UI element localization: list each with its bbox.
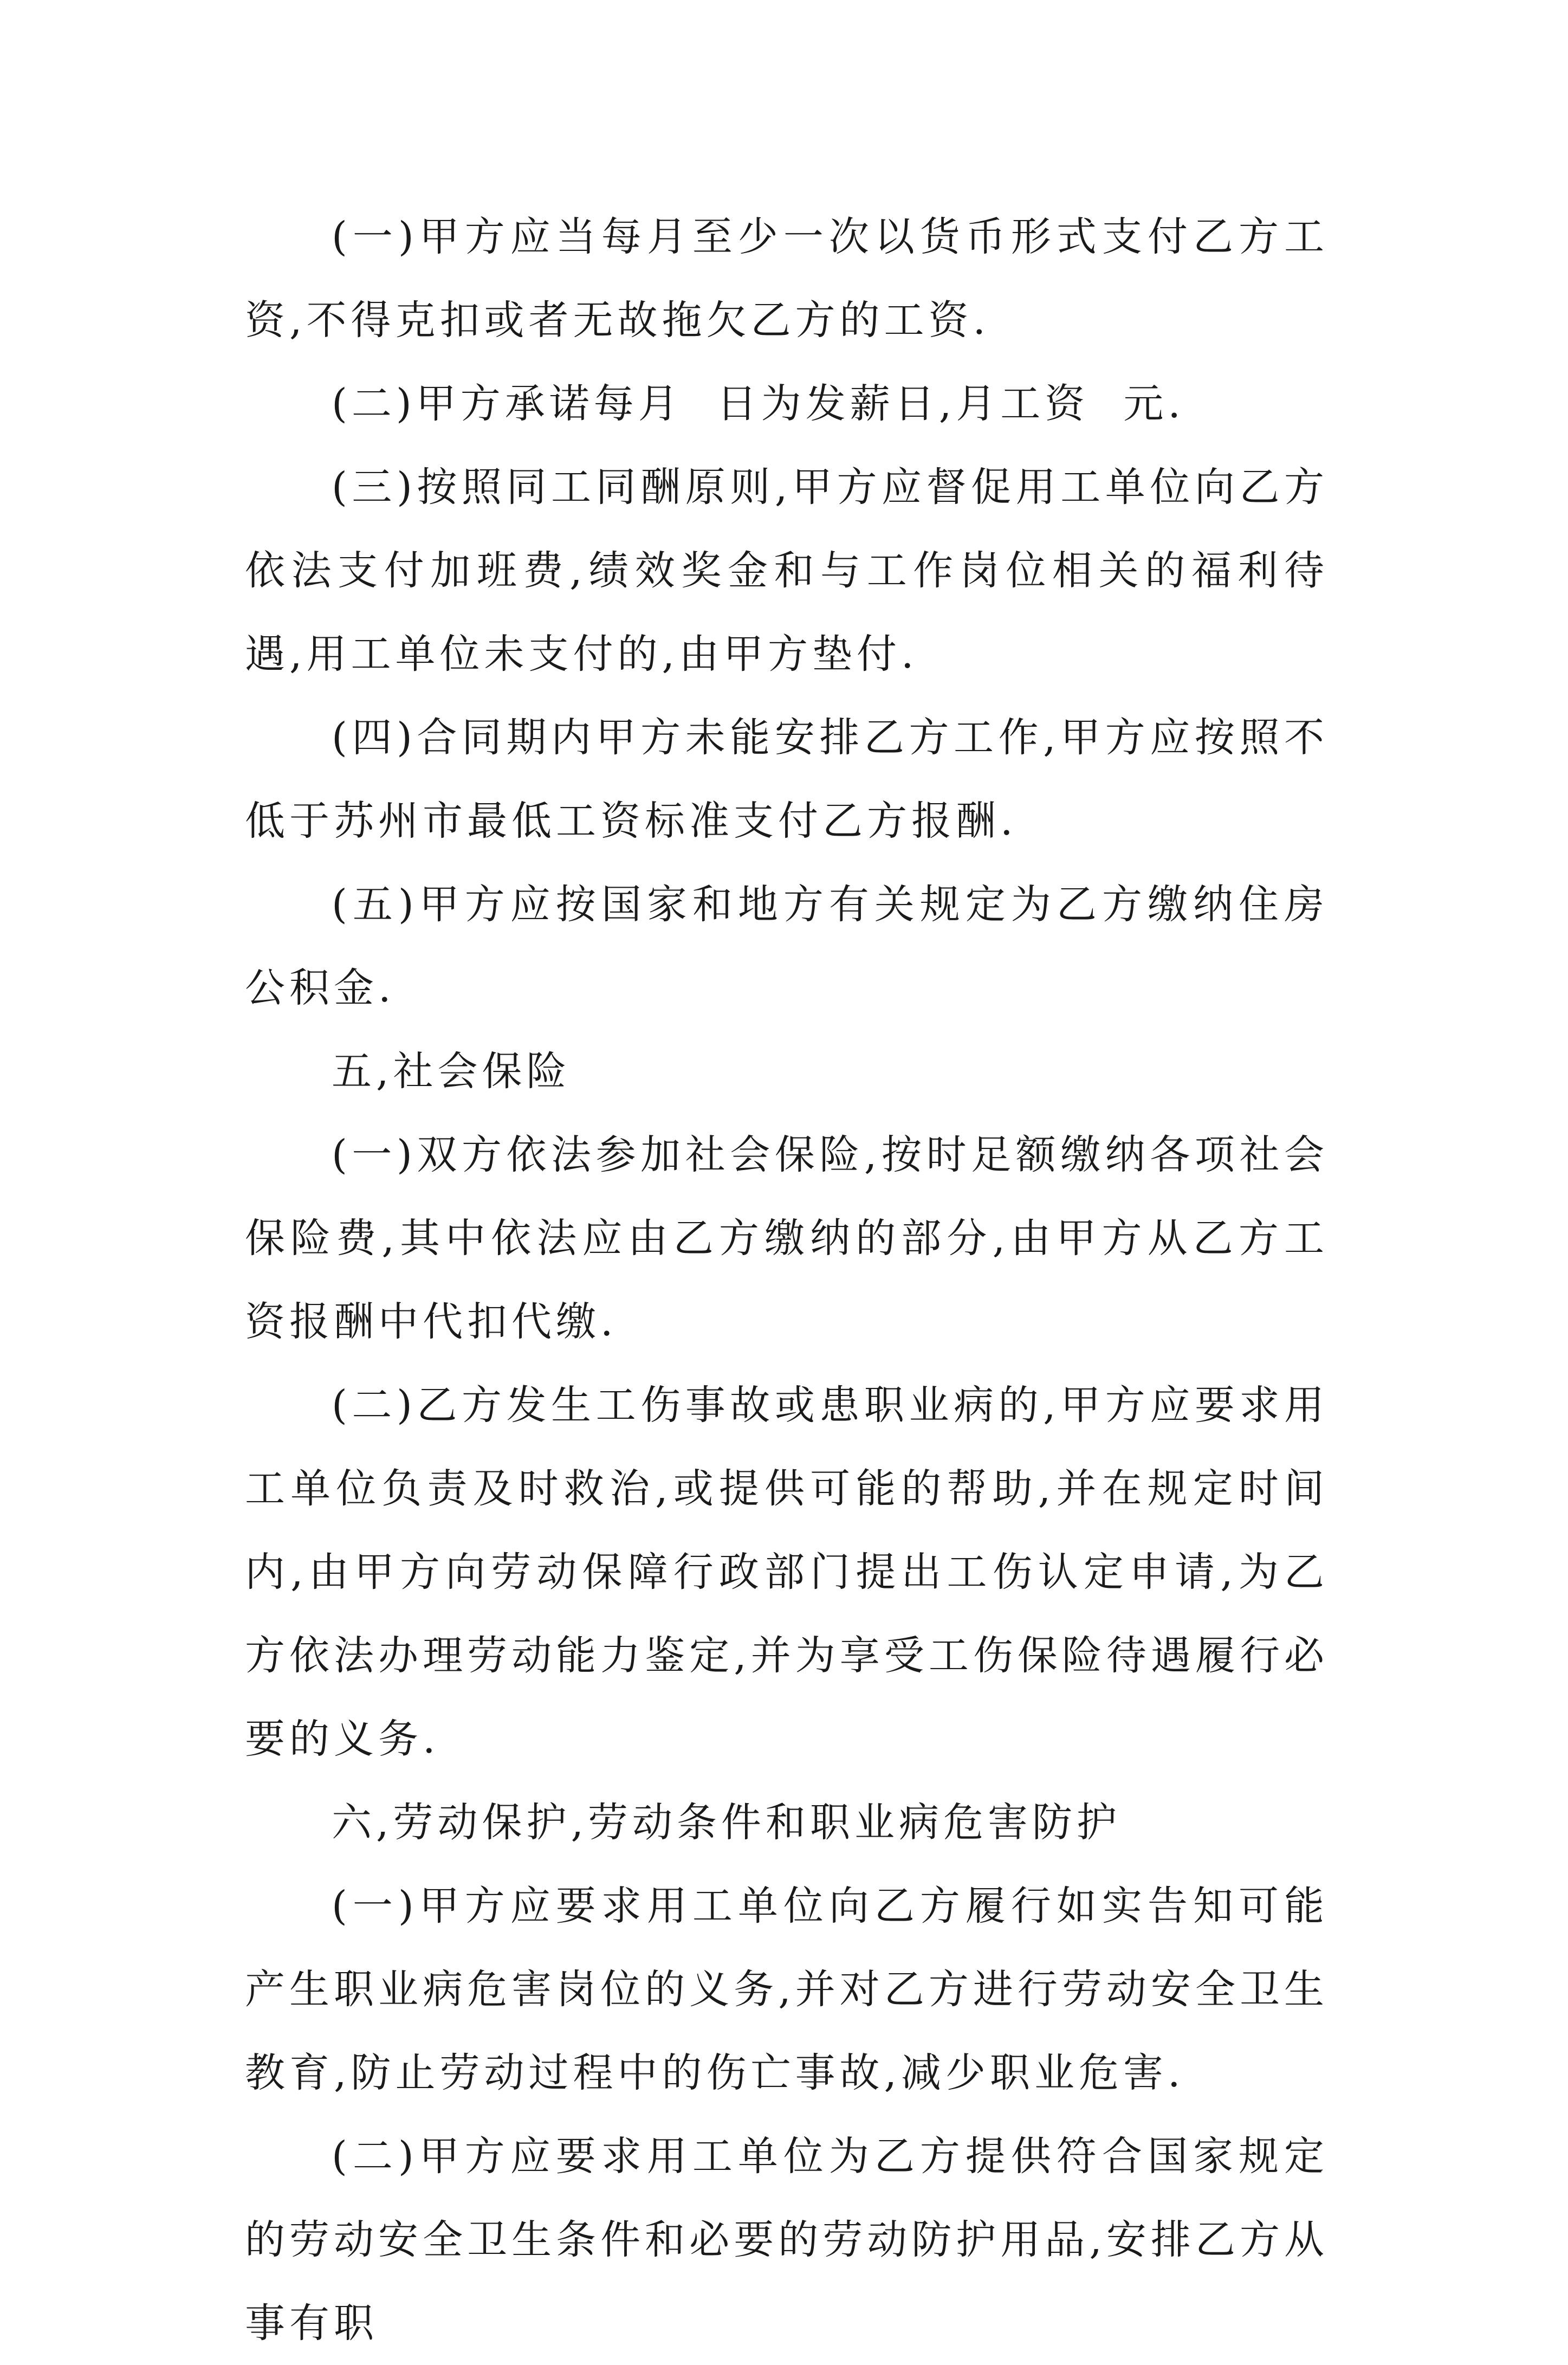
paragraph-work-injury: (二)乙方发生工伤事故或患职业病的,甲方应要求用工单位负责及时救治,或提供可能的帮助,并在规定时间内,由甲方向劳动保障行政部门提出工伤认定申请,为乙方依法办理劳动能力鉴定,并为享受工伤保险待遇履行必要的义务. bbox=[245, 1382, 1329, 1762]
paragraph-hazard-notification: (一)甲方应要求用工单位向乙方履行如实告知可能产生职业病危害岗位的义务,并对乙方进行劳动安全卫生教育,防止劳动过程中的伤亡事故,减少职业危害. bbox=[245, 1883, 1329, 2096]
section-heading-social-insurance: 五,社会保险 bbox=[332, 1048, 571, 1095]
paragraph-equal-pay: (三)按照同工同酬原则,甲方应督促用工单位向乙方依法支付加班费,绩效奖金和与工作岗位相关的福利待遇,用工单位未支付的,由甲方垫付. bbox=[245, 464, 1329, 677]
paragraph-payday: (二)甲方承诺每月 日为发薪日,月工资 元. bbox=[332, 380, 1185, 427]
paragraph-housing-fund: (五)甲方应按国家和地方有关规定为乙方缴纳住房公积金. bbox=[245, 881, 1329, 1011]
section-heading-labor-protection: 六,劳动保护,劳动条件和职业病危害防护 bbox=[332, 1799, 1122, 1846]
paragraph-safety-conditions: (二)甲方应要求用工单位为乙方提供符合国家规定的劳动安全卫生条件和必要的劳动防护用品,安排乙方从事有职 bbox=[245, 2133, 1329, 2347]
paragraph-insurance-contribution: (一)双方依法参加社会保险,按时足额缴纳各项社会保险费,其中依法应由乙方缴纳的部分,由甲方从乙方工资报酬中代扣代缴. bbox=[245, 1132, 1329, 1345]
paragraph-minimum-wage: (四)合同期内甲方未能安排乙方工作,甲方应按照不低于苏州市最低工资标准支付乙方报酬. bbox=[245, 714, 1329, 844]
paragraph-wage-payment: (一)甲方应当每月至少一次以货币形式支付乙方工资,不得克扣或者无故拖欠乙方的工资. bbox=[245, 214, 1329, 344]
document-body bbox=[245, 195, 1329, 2365]
